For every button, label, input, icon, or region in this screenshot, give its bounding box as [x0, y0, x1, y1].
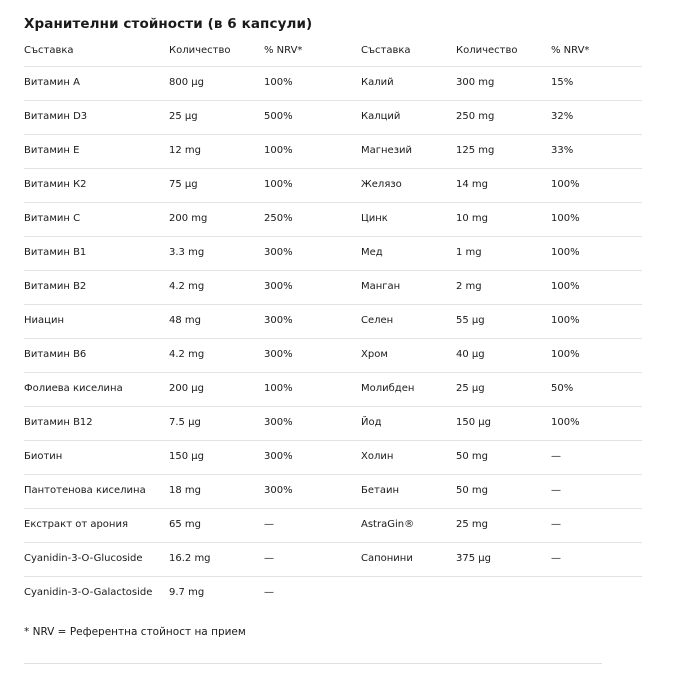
cell-quantity: 18 mg [169, 485, 201, 496]
cell-quantity: 9.7 mg [169, 587, 205, 598]
cell-nrv-2: 15% [551, 77, 574, 88]
cell-ingredient: Витамин А [24, 77, 80, 88]
cell-nrv-2: 100% [551, 281, 580, 292]
table-row [24, 475, 642, 509]
table-row [24, 577, 642, 610]
table-row [24, 407, 642, 441]
cell-nrv-2: — [551, 451, 561, 462]
cell-quantity: 65 mg [169, 519, 201, 530]
cell-ingredient: Екстракт от арония [24, 519, 128, 530]
cell-quantity-2: 14 mg [456, 179, 488, 190]
cell-quantity-2: 250 mg [456, 111, 495, 122]
cell-quantity: 48 mg [169, 315, 201, 326]
header-nrv: % NRV* [264, 45, 303, 56]
table-row [24, 373, 642, 407]
table-row [24, 305, 642, 339]
cell-ingredient-2: Калций [361, 111, 401, 122]
cell-ingredient: Фолиева киселина [24, 383, 123, 394]
cell-quantity-2: 50 mg [456, 451, 488, 462]
cell-nrv: 300% [264, 247, 293, 258]
cell-nrv-2: 100% [551, 247, 580, 258]
cell-ingredient: Витамин Е [24, 145, 80, 156]
cell-ingredient-2: Бетаин [361, 485, 400, 496]
cell-quantity: 7.5 µg [169, 417, 201, 428]
cell-quantity: 200 mg [169, 213, 208, 224]
cell-ingredient: Витамин В1 [24, 247, 87, 258]
table-row [24, 135, 642, 169]
cell-ingredient: Витамин В6 [24, 349, 87, 360]
cell-ingredient: Витамин В2 [24, 281, 87, 292]
cell-nrv-2: 50% [551, 383, 574, 394]
cell-nrv: — [264, 587, 274, 598]
cell-ingredient-2: Молибден [361, 383, 415, 394]
cell-nrv: 300% [264, 451, 293, 462]
header-ingredient: Съставка [24, 45, 74, 56]
cell-nrv: 100% [264, 77, 293, 88]
cell-quantity-2: 50 mg [456, 485, 488, 496]
cell-quantity: 16.2 mg [169, 553, 211, 564]
cell-quantity: 25 µg [169, 111, 198, 122]
cell-nrv-2: 33% [551, 145, 574, 156]
cell-quantity-2: 25 µg [456, 383, 485, 394]
cell-nrv-2: 32% [551, 111, 574, 122]
table-row [24, 101, 642, 135]
cell-nrv: — [264, 553, 274, 564]
page-title: Хранителни стойности (в 6 капсули) [24, 16, 313, 32]
cell-ingredient-2: Цинк [361, 213, 388, 224]
cell-quantity: 4.2 mg [169, 281, 205, 292]
cell-quantity-2: 55 µg [456, 315, 485, 326]
cell-quantity-2: 10 mg [456, 213, 488, 224]
cell-nrv: 500% [264, 111, 293, 122]
cell-nrv-2: 100% [551, 349, 580, 360]
cell-quantity-2: 40 µg [456, 349, 485, 360]
cell-ingredient: Витамин В12 [24, 417, 93, 428]
cell-nrv-2: 100% [551, 417, 580, 428]
cell-quantity-2: 1 mg [456, 247, 482, 258]
cell-nrv: 300% [264, 417, 293, 428]
cell-ingredient-2: Хром [361, 349, 388, 360]
nutrition-table [24, 40, 642, 610]
cell-ingredient-2: Магнезий [361, 145, 413, 156]
cell-quantity-2: 150 µg [456, 417, 491, 428]
cell-ingredient: Витамин D3 [24, 111, 88, 122]
cell-ingredient-2: Йод [361, 417, 382, 428]
cell-quantity-2: 375 µg [456, 553, 491, 564]
cell-ingredient: Витамин С [24, 213, 81, 224]
cell-ingredient-2: Селен [361, 315, 394, 326]
table-row [24, 441, 642, 475]
cell-nrv: 250% [264, 213, 293, 224]
footnote: * NRV = Референтна стойност на прием [24, 626, 246, 638]
cell-nrv: 300% [264, 281, 293, 292]
table-row [24, 271, 642, 305]
header-quantity-2: Количество [456, 45, 518, 56]
cell-nrv: — [264, 519, 274, 530]
cell-ingredient: Пантотенова киселина [24, 485, 146, 496]
cell-ingredient: Cyanidin-3-O-Glucoside [24, 553, 143, 564]
cell-nrv: 100% [264, 145, 293, 156]
cell-quantity: 800 µg [169, 77, 204, 88]
cell-nrv-2: 100% [551, 315, 580, 326]
cell-quantity: 150 µg [169, 451, 204, 462]
cell-quantity-2: 300 mg [456, 77, 495, 88]
cell-nrv: 100% [264, 179, 293, 190]
table-row [24, 67, 642, 101]
cell-ingredient-2: Желязо [361, 179, 402, 190]
cell-nrv: 300% [264, 349, 293, 360]
table-row [24, 169, 642, 203]
cell-ingredient: Cyanidin-3-O-Galactoside [24, 587, 153, 598]
cell-quantity-2: 125 mg [456, 145, 495, 156]
table-row [24, 543, 642, 577]
cell-quantity: 200 µg [169, 383, 204, 394]
cell-quantity: 3.3 mg [169, 247, 205, 258]
cell-quantity-2: 2 mg [456, 281, 482, 292]
header-quantity: Количество [169, 45, 231, 56]
cell-ingredient-2: Манган [361, 281, 401, 292]
cell-quantity: 75 µg [169, 179, 198, 190]
cell-quantity-2: 25 mg [456, 519, 488, 530]
table-header-row [24, 40, 642, 67]
divider [24, 663, 602, 664]
cell-nrv-2: — [551, 553, 561, 564]
cell-nrv-2: 100% [551, 179, 580, 190]
header-ingredient-2: Съставка [361, 45, 411, 56]
table-row [24, 339, 642, 373]
cell-ingredient-2: AstraGin® [361, 519, 415, 530]
cell-nrv: 100% [264, 383, 293, 394]
cell-nrv-2: 100% [551, 213, 580, 224]
table-row [24, 237, 642, 271]
cell-ingredient: Биотин [24, 451, 63, 462]
cell-ingredient: Ниацин [24, 315, 64, 326]
cell-ingredient-2: Сапонини [361, 553, 413, 564]
cell-ingredient-2: Мед [361, 247, 383, 258]
cell-nrv-2: — [551, 519, 561, 530]
table-row [24, 509, 642, 543]
cell-nrv: 300% [264, 315, 293, 326]
cell-ingredient-2: Холин [361, 451, 394, 462]
cell-quantity: 4.2 mg [169, 349, 205, 360]
cell-nrv: 300% [264, 485, 293, 496]
cell-ingredient-2: Калий [361, 77, 394, 88]
header-nrv-2: % NRV* [551, 45, 590, 56]
cell-quantity: 12 mg [169, 145, 201, 156]
table-row [24, 203, 642, 237]
cell-nrv-2: — [551, 485, 561, 496]
cell-ingredient: Витамин К2 [24, 179, 87, 190]
